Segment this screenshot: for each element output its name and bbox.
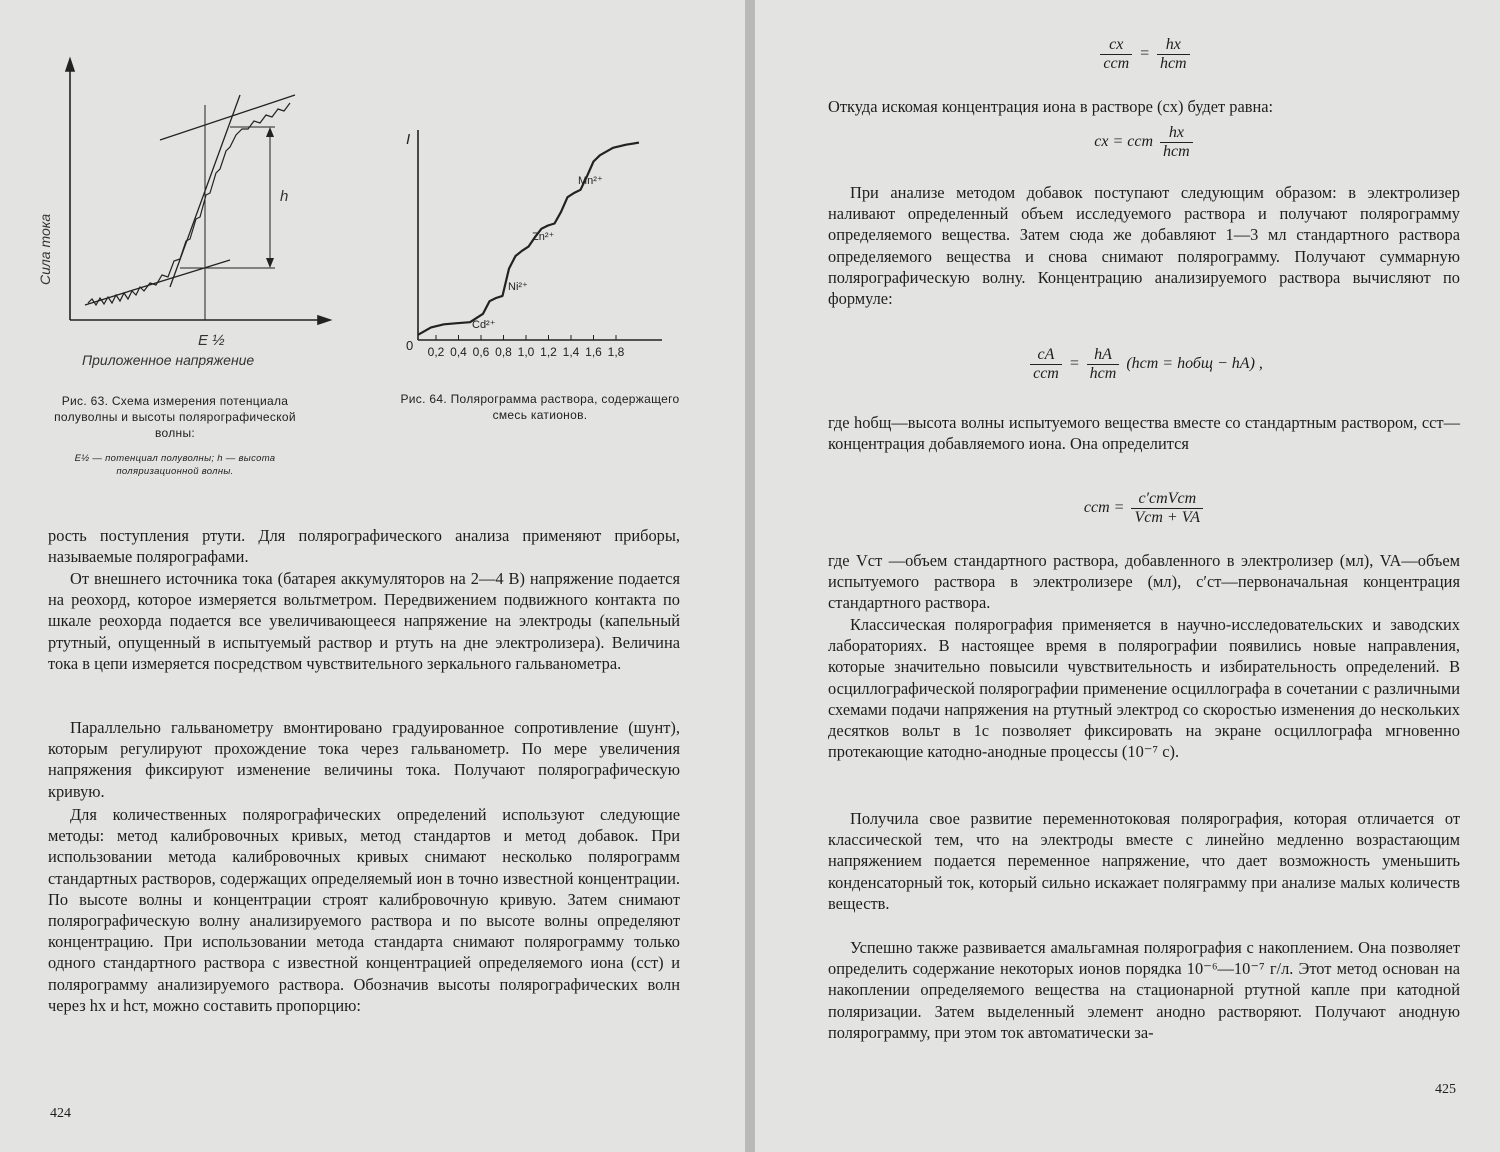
x-tick-label: 0,2 — [427, 345, 445, 359]
x-tick-label: 1,4 — [562, 345, 580, 359]
left-page — [0, 0, 745, 1152]
fig63-h-label: h — [280, 188, 289, 205]
ion-label: Ni²⁺ — [508, 281, 528, 293]
right-paragraph-3: где hобщ—высота волны испытуемого вещества вместе со стандартным раствором, cст— концентрация добавляемого иона. Она определится — [828, 413, 1460, 454]
fig64-y-axis-label: I — [406, 131, 411, 148]
right-paragraph-5: Классическая полярография применяется в научно-исследовательских и заводских лабораториях. В настоящее время в полярографии появились новые направления, которые значительно повысили чувствительность и избирательность определений. В осциллографической полярографии применение осциллографа в сочетании с различными схемами подачи напряжения на ртутный электрод со скоростью изменения до нескольких десятков вольт в 1с позволяет фиксировать на экране осциллографа мгновенно протекающие катодно-анодные процессы (10⁻⁷ с). — [828, 615, 1460, 762]
right-page-number: 425 — [1435, 1082, 1456, 1097]
x-tick-label: 0,8 — [495, 345, 512, 359]
x-tick-label: 1,6 — [585, 345, 602, 359]
right-paragraph-7: Успешно также развивается амальгамная полярография с накоплением. Она позволяет определить содержание некоторых ионов порядка 10⁻⁶—10⁻⁷ г/л. Этот метод основан на накоплении определяемого вещества на стационарной ртутной капле при катодной поляризации. Затем выделенный элемент анодно растворяют. Получают анодную полярограмму, при этом ток автоматически за- — [828, 938, 1460, 1042]
fig63-legend: E½ — потенциал полуволны; h — высота поляризационной волны. — [74, 453, 276, 477]
left-page-number: 424 — [50, 1106, 71, 1121]
x-tick-label: 0,6 — [472, 345, 490, 359]
ion-label: Zn²⁺ — [532, 231, 555, 243]
right-paragraph-2: При анализе методом добавок поступают следующим образом: в электролизер наливают определенный объем исследуемого раствора и получают полярограмму определяемого вещества. Затем сюда же добавляют 1—3 мл стандартного раствора определяемого вещества и снова снимают полярограмму. Получают суммарную полярографическую волну. Концентрацию анализируемого раствора вычисляют по формуле: — [828, 183, 1460, 309]
left-paragraph-3: Параллельно гальванометру вмонтировано градуированное сопротивление (шунт), которым регулируют прохождение тока через гальванометр. По мере увеличения напряжения фиксируют изменение величины тока. Получают полярографическую кривую. — [48, 718, 680, 801]
left-paragraph-1: рость поступления ртути. Для полярографического анализа применяют приборы, называемые полярографами. — [48, 526, 680, 567]
left-paragraph-2: От внешнего источника тока (батарея аккумуляторов на 2—4 В) напряжение подается на реохорд, которое измеряется вольтметром. Передвижением подвижного контакта по шкале реохорда подается все увеличивающееся напряжение на электроды (капельный ртутный, опущенный в испытуемый раствор и ртуть на дне электролизера). Величина тока в цепи измеряется посредством чувствительного зеркального гальванометра. — [48, 569, 680, 673]
x-tick-label: 1,8 — [607, 345, 625, 359]
polarogram-curve — [418, 143, 639, 335]
formula-cx: cx = cст $\frac{hx}{\text{hст}}$ — [1045, 124, 1245, 161]
figure-63 — [30, 55, 350, 375]
formula-proportion: $\frac{cx}{\text{cст}}$ = $\frac{hx}{\text{hст}}$ — [1085, 36, 1205, 73]
formula-cst: cст = $\frac{\text{c′стVст}}{\text{Vст + VA}}$ — [1045, 490, 1245, 527]
ion-label: Mn²⁺ — [578, 175, 603, 187]
fig63-y-axis-label: Сила тока — [37, 213, 53, 285]
fig63-caption: Рис. 63. Схема измерения потенциала полуволны и высоты полярографической волны: — [54, 394, 296, 440]
fig63-e-half-label: E ½ — [198, 332, 225, 349]
figure-64 — [400, 118, 680, 368]
fig64-caption: Рис. 64. Полярограмма раствора, содержащего смесь катионов. — [400, 392, 680, 422]
right-paragraph-6: Получила свое развитие переменнотоковая полярография, которая отличается от классической тем, что на электроды вместе с линейно медленно возрастающим напряжением подается переменное напряжение, что дает возможность уменьшить конденсаторный ток, который сильно искажает поляграмму при анализе малых количеств веществ. — [828, 809, 1460, 913]
fig63-x-axis-label: Приложенное напряжение — [82, 352, 255, 368]
x-tick-label: 1,0 — [517, 345, 535, 359]
ion-label: Cd²⁺ — [472, 319, 496, 331]
left-paragraph-4: Для количественных полярографических определений используют следующие методы: метод калибровочных кривых, метод стандартов и метод добавок. При использовании метода калибровочных кривых снимают несколько полярограмм стандартных растворов, содержащих определяемый ион в точно известной концентрации. По высоте волны и концентрации строят калибровочную кривую. Затем снимают полярографическую волну анализируемого раствора и по высоте волны определяют концентрацию. При использовании метода стандарта снимают полярограмму только одного стандартного раствора с известной концентрацией определяемого иона (cст) и полярограмму анализируемого раствора. Обозначив высоты полярографических волн через hx и hст, можно составить пропорцию: — [48, 805, 680, 1015]
fig64-origin-label: 0 — [406, 338, 414, 353]
x-tick-label: 0,4 — [450, 345, 467, 359]
x-tick-label: 1,2 — [540, 345, 557, 359]
right-page — [755, 0, 1500, 1152]
right-paragraph-4: где Vст —объем стандартного раствора, добавленного в электролизер (мл), VA—объем испытуемого раствора в электролизере (мл), c′ст—первоначальная концентрация стандартного раствора. — [828, 551, 1460, 613]
book-gutter — [745, 0, 755, 1152]
right-text-1: Откуда искомая концентрация иона в растворе (cx) будет равна: — [828, 97, 1274, 116]
formula-additions: $\frac{cA}{\text{cст}}$ = $\frac{hA}{\text{hст}}$ (hст = hобщ − hA) , — [955, 346, 1335, 383]
